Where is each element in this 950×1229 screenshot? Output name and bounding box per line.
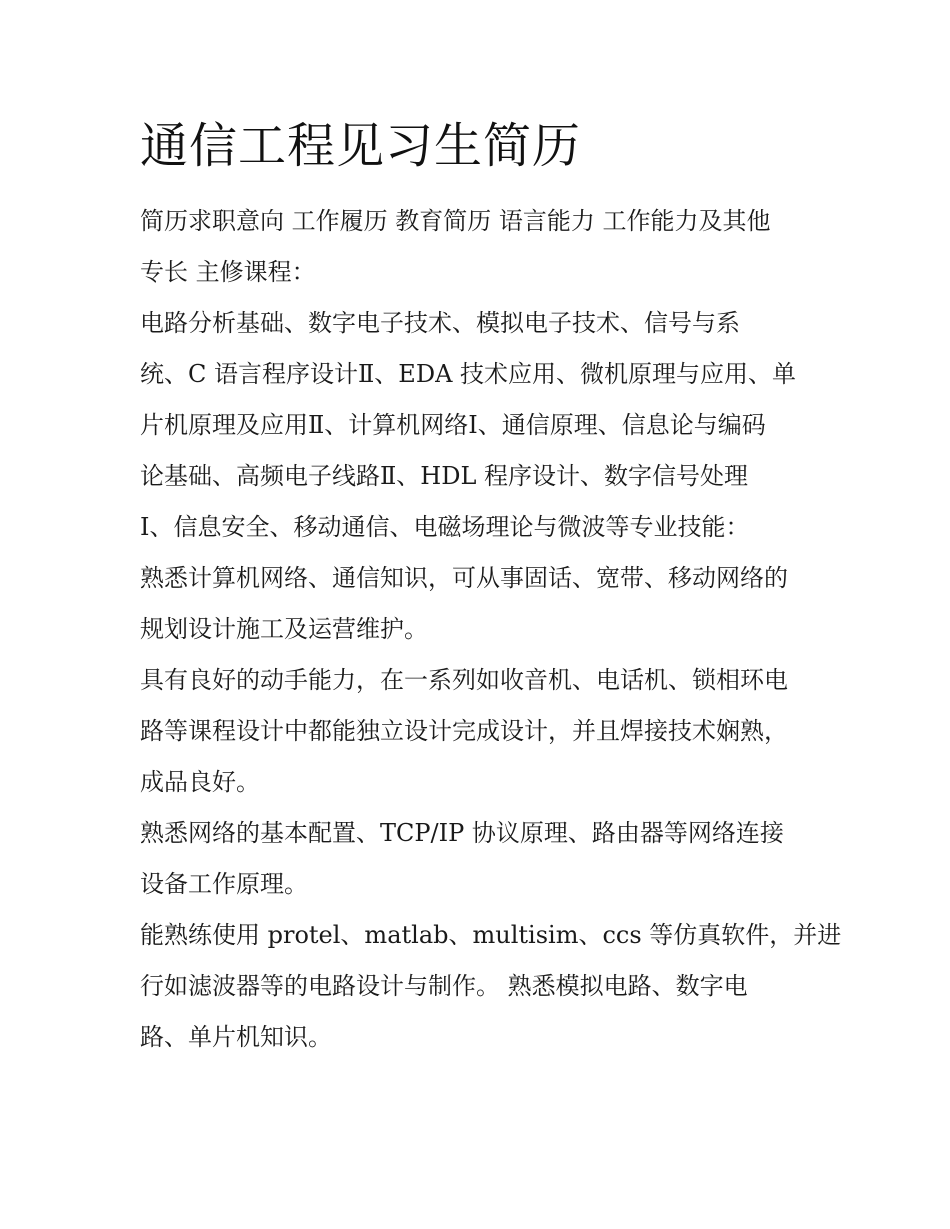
body-line: 路等课程设计中都能独立设计完成设计，并且焊接技术娴熟， xyxy=(140,717,788,745)
body-line: 片机原理及应用Ⅱ、计算机网络Ⅰ、通信原理、信息论与编码 xyxy=(140,411,766,439)
body-line: 熟悉网络的基本配置、TCP/IP 协议原理、路由器等网络连接 xyxy=(140,819,784,847)
body-line: Ⅰ、信息安全、移动通信、电磁场理论与微波等专业技能： xyxy=(140,513,750,541)
body-line: 能熟练使用 protel、matlab、multisim、ccs 等仿真软件，并进 xyxy=(140,921,842,949)
body-line: 路、单片机知识。 xyxy=(140,1023,332,1051)
body-line: 具有良好的动手能力，在一系列如收音机、电话机、锁相环电 xyxy=(140,666,788,694)
document-body xyxy=(140,196,842,1063)
body-line: 统、C 语言程序设计Ⅱ、EDA 技术应用、微机原理与应用、单 xyxy=(140,360,797,388)
body-line: 简历求职意向 工作履历 教育简历 语言能力 工作能力及其他 xyxy=(140,207,771,235)
body-line: 电路分析基础、数字电子技术、模拟电子技术、信号与系 xyxy=(140,309,740,337)
body-line: 专长 主修课程： xyxy=(140,258,316,286)
body-line: 设备工作原理。 xyxy=(140,870,308,898)
body-line: 论基础、高频电子线路Ⅱ、HDL 程序设计、数字信号处理 xyxy=(140,462,749,490)
body-line: 成品良好。 xyxy=(140,768,260,796)
document-title: 通信工程见习生简历 xyxy=(140,118,582,174)
body-line: 规划设计施工及运营维护。 xyxy=(140,615,428,643)
body-line: 行如滤波器等的电路设计与制作。 熟悉模拟电路、数字电 xyxy=(140,972,748,1000)
body-line: 熟悉计算机网络、通信知识，可从事固话、宽带、移动网络的 xyxy=(140,564,788,592)
